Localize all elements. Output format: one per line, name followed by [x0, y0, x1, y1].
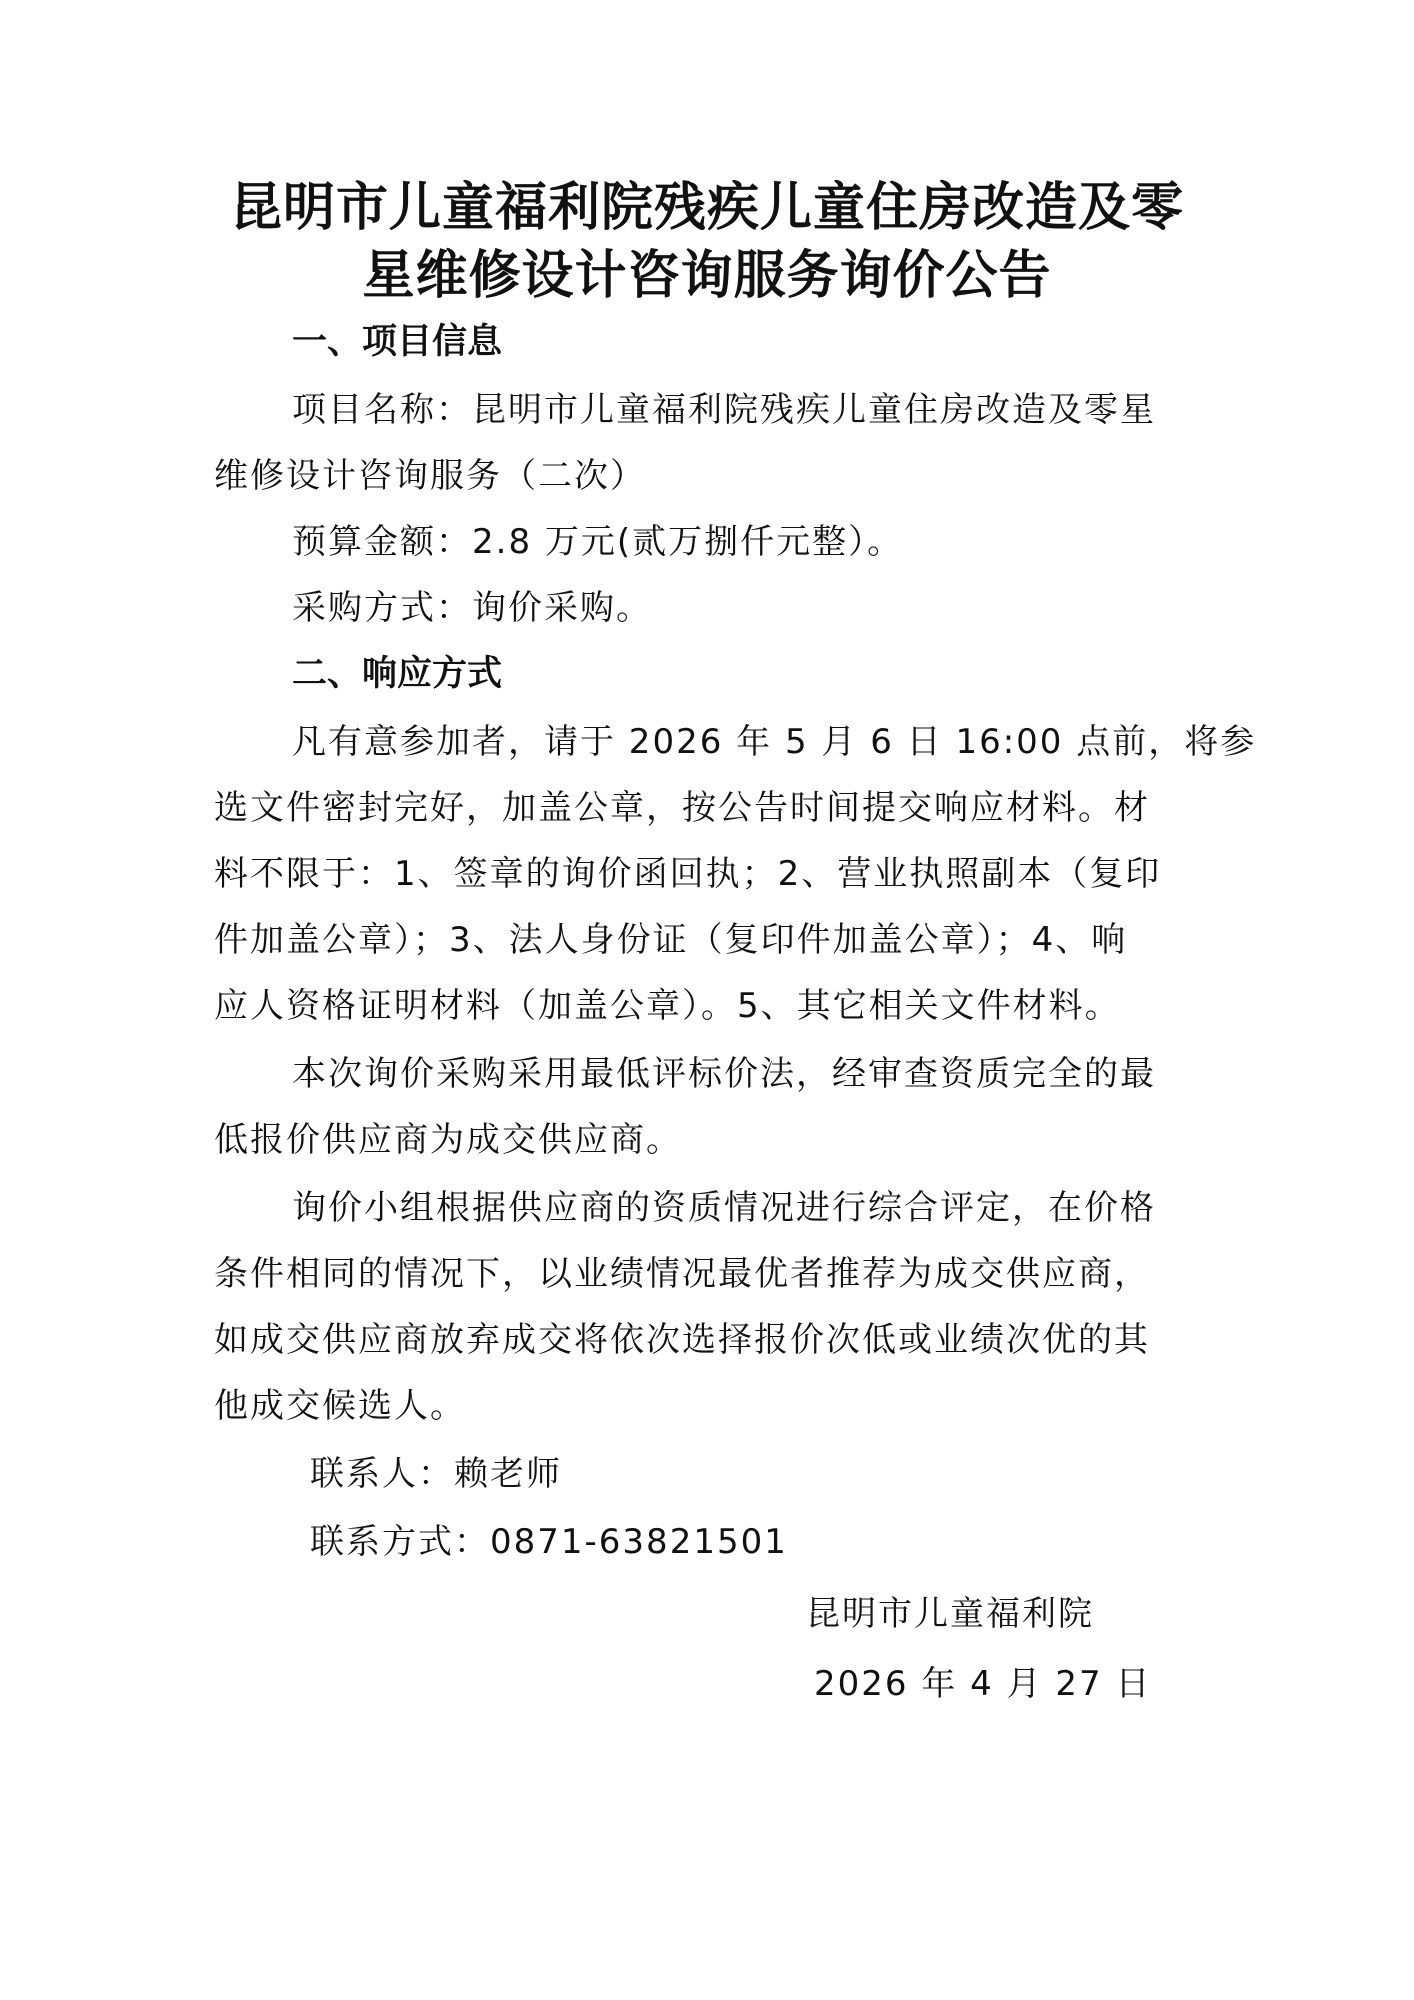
section-heading-project-info: 一、项目信息: [292, 322, 503, 362]
selection-paragraph-line-1: 询价小组根据供应商的资质情况进行综合评定，在价格: [292, 1188, 1156, 1228]
response-paragraph-line-2: 选文件密封完好，加盖公章，按公告时间提交响应材料。材: [214, 788, 1150, 828]
contact-person: 联系人：赖老师: [310, 1454, 562, 1494]
contact-phone: 联系方式：0871-63821501: [310, 1522, 788, 1562]
document-title-line-2: 星维修设计咨询服务询价公告: [362, 245, 1052, 306]
procurement-method: 采购方式：询价采购。: [292, 588, 652, 628]
signature-organization: 昆明市儿童福利院: [806, 1594, 1094, 1634]
project-name-line-2: 维修设计咨询服务（二次）: [214, 456, 646, 496]
selection-paragraph-line-4: 他成交候选人。: [214, 1386, 466, 1426]
response-paragraph-line-3: 料不限于：1、签章的询价函回执；2、营业执照副本（复印: [214, 854, 1162, 894]
response-paragraph-line-5: 应人资格证明材料（加盖公章）。5、其它相关文件材料。: [214, 986, 1121, 1026]
signature-date: 2026 年 4 月 27 日: [814, 1664, 1152, 1704]
section-heading-response-method: 二、响应方式: [292, 654, 503, 694]
project-name-line-1: 项目名称：昆明市儿童福利院残疾儿童住房改造及零星: [292, 390, 1156, 430]
evaluation-paragraph-line-2: 低报价供应商为成交供应商。: [214, 1120, 682, 1160]
response-paragraph-line-4: 件加盖公章）；3、法人身份证（复印件加盖公章）；4、响: [214, 920, 1128, 960]
evaluation-paragraph-line-1: 本次询价采购采用最低评标价法，经审查资质完全的最: [292, 1054, 1156, 1094]
selection-paragraph-line-2: 条件相同的情况下，以业绩情况最优者推荐为成交供应商，: [214, 1254, 1150, 1294]
document-title-line-1: 昆明市儿童福利院残疾儿童住房改造及零: [229, 177, 1184, 238]
response-paragraph-line-1: 凡有意参加者，请于 2026 年 5 月 6 日 16:00 点前，将参: [292, 722, 1257, 762]
selection-paragraph-line-3: 如成交供应商放弃成交将依次选择报价次低或业绩次优的其: [214, 1320, 1150, 1360]
budget-amount: 预算金额：2.8 万元(贰万捌仟元整）。: [292, 522, 904, 562]
